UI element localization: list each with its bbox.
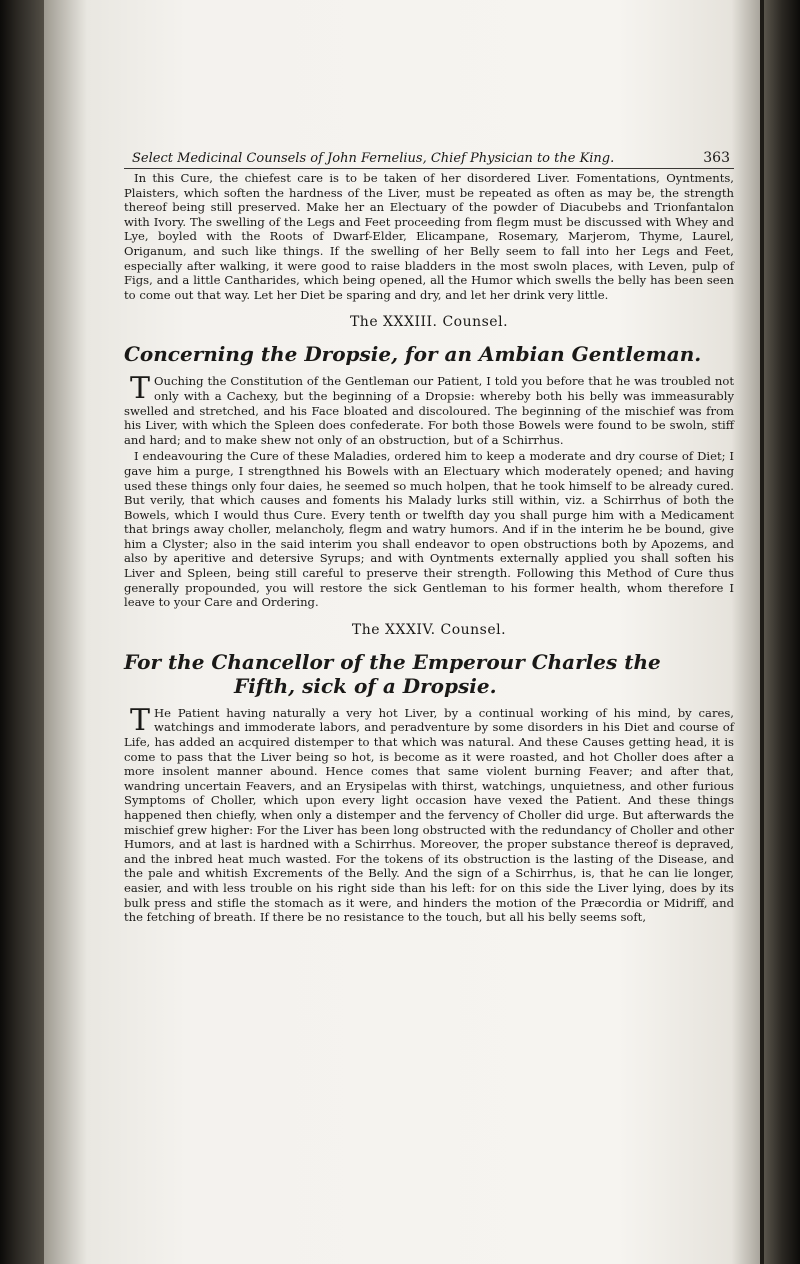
- running-head-title: Select Medicinal Counsels of John Fernelius, Chief Physician to the King.: [132, 151, 615, 166]
- counsel-34-paragraph-1: [124, 702, 734, 925]
- counsel-33-paragraph-2: I endeavouring the Cure of these Maladies, ordered him to keep a moderate and dry course of Diet; I gave him a purge, I strengthned his Bowels with an Electuary which moderately opened; and having used these things only four daies, he seemed so much holpen, that he took himself to be already cured. But verily, that which causes and foments his Malady lurks still within, viz. a Schirrhus of both the Bowels, which I would thus Cure. Every tenth or twelfth day you shall purge him with a Medicament that brings away choller, melancholy, flegm and watry humors. And if in the interim he be bound, give him a Clyster; also in the said interim you shall endeavor to open obstructions both by Apozems, and also by aperitive and detersive Syrups; and with Oyntments externally applied you shall soften his Liver and Spleen, being still careful to preserve their strength. Following this Method of Cure thus generally propounded, you will restore the sick Gentleman to his former health, whom therefore I leave to your Care and Ordering.: [124, 449, 734, 610]
- counsel-34-heading-line-2: Fifth, sick of a Dropsie.: [234, 673, 497, 698]
- book-page: [44, 0, 760, 1264]
- page-number: 363: [703, 150, 730, 166]
- drop-cap: T: [130, 371, 151, 407]
- counsel-33-paragraph-1-text: Ouching the Constitution of the Gentleman our Patient, I told you before that he was troubled not only with a Cachexy, but the beginning of a Dropsie: whereby both his belly was immeasurably swelled and stretched, and his Face bloated and discoloured. The beginning of the mischief was from his Liver, with which the Spleen does confederate. For both those Bowels were found to be swoln, stiff and hard; and to make shew not only of an obstruction, but of a Schirrhus.: [124, 374, 734, 447]
- running-head: [124, 150, 734, 169]
- counsel-33-paragraph-1: [124, 371, 734, 447]
- page-content: [124, 150, 734, 925]
- counsel-34-heading-line-1: For the Chancellor of the Emperour Charles the: [124, 649, 661, 674]
- counsel-34-heading: [124, 650, 734, 698]
- counsel-33-heading: Concerning the Dropsie, for an Ambian Gentleman.: [124, 342, 702, 367]
- counsel-33-label: The XXXIII. Counsel.: [349, 314, 509, 331]
- paragraph-continued: In this Cure, the chiefest care is to be taken of her disordered Liver. Fomentations, Oyntments, Plaisters, which soften the hardness of the Liver, must be repeated as often as may be, the strength thereof being still preserved. Make her an Electuary of the powder of Diacubebs and Trionfantalon with Ivory. The swelling of the Legs and Feet proceeding from flegm must be discussed with Whey and Lye, boyled with the Roots of Dwarf-Elder, Elicampane, Rosemary, Marjerom, Thyme, Laurel, Origanum, and such like things. If the swelling of her Belly seem to fall into her Legs and Feet, especially after walking, it were good to raise bladders in the most swoln places, with Leven, pulp of Figs, and a little Cantharides, which being opened, all the Humor which swells the belly has been seen to come out that way. Let her Diet be sparing and dry, and let her drink very little.: [124, 171, 734, 302]
- counsel-34-label: The XXXIV. Counsel.: [351, 621, 507, 638]
- book-edge-right: [764, 0, 800, 1264]
- book-gutter-left: [0, 0, 48, 1264]
- counsel-34-paragraph-1-text: He Patient having naturally a very hot Liver, by a continual working of his mind, by cares, watchings and immoderate labors, and peradventure by some disorders in his Diet and course of Life, has added an acquired distemper to that which was natural. And these Causes getting head, it is come to pass that the Liver being so hot, is become as it were roasted, and hot Choller does after a more insolent manner abound. Hence comes that same violent burning Feaver; and after that, wandring uncertain Feavers, and an Erysipelas with thirst, watchings, unquietness, and other furious Symptoms of Choller, which upon every light occasion have vexed the Patient. And these things happened then chiefly, when only a distemper and the fervency of Choller did urge. But afterwards the mischief grew higher: For the Liver has been long obstructed with the redundancy of Choller and other Humors, and at last is hardned with a Schirrhus. Moreover, the proper substance thereof is depraved, and the inbred heat much wasted. For the tokens of its obstruction is the lasting of the Disease, and the pale and whitish Excrements of the Belly. And the sign of a Schirrhus, is, that he can lie longer, easier, and with less trouble on his right side than his left: for on this side the Liver lying, does by its bulk press and stifle the stomach as it were, and hinders the motion of the Præcordia or Midriff, and the fetching of breath. If there be no resistance to the touch, but all his belly seems soft,: [124, 705, 734, 925]
- drop-cap: T: [130, 702, 151, 738]
